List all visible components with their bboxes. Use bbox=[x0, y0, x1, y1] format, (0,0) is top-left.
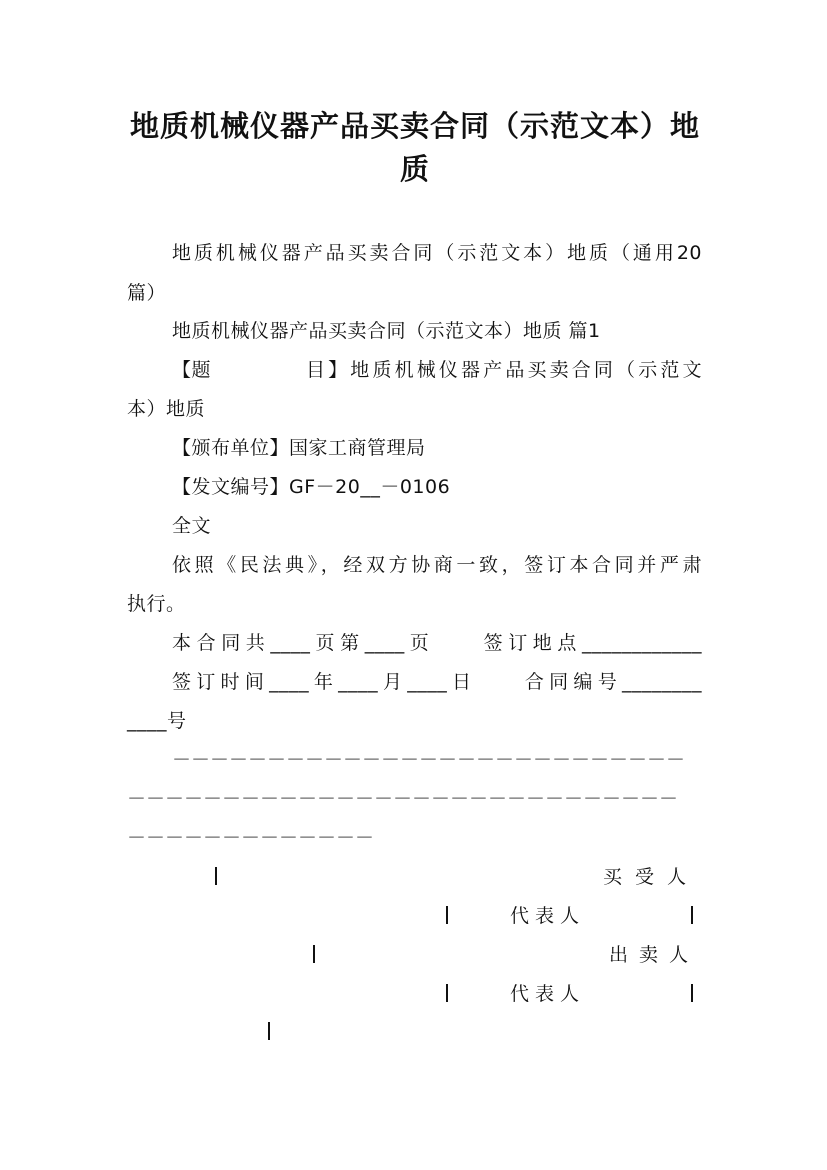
contract-number-tail: ____号 bbox=[127, 710, 187, 732]
table-border-mark bbox=[215, 867, 217, 885]
table-border-mark bbox=[691, 984, 693, 1002]
table-border-mark bbox=[446, 984, 448, 1002]
table-border-mark bbox=[313, 945, 315, 963]
buyer-label: 买受人 bbox=[603, 866, 700, 888]
preamble-line-1: 依照《民法典》，经双方协商一致，签订本合同并严肃 bbox=[172, 554, 702, 576]
document-title-line-2: 质 bbox=[399, 152, 430, 186]
buyer-representative-label: 代表人 bbox=[510, 905, 586, 927]
subject-continuation: 本）地质 bbox=[127, 398, 206, 420]
separator-row-2: －－－－－－－－－－－－－－－－－－－－－－－－－－－－－ bbox=[127, 788, 679, 810]
table-border-mark bbox=[691, 906, 693, 924]
document-number-line: 【发文编号】GF－20__－0106 bbox=[172, 476, 451, 498]
intro-line-1: 地质机械仪器产品买卖合同（示范文本）地质（通用20 bbox=[172, 242, 702, 264]
intro-line-2: 篇） bbox=[127, 282, 167, 304]
separator-row-1: －－－－－－－－－－－－－－－－－－－－－－－－－－－ bbox=[172, 749, 686, 771]
table-border-mark bbox=[446, 906, 448, 924]
separator-row-3: －－－－－－－－－－－－－ bbox=[127, 827, 375, 849]
article-heading: 地质机械仪器产品买卖合同（示范文本）地质 篇1 bbox=[172, 320, 601, 342]
date-and-number-line: 签订时间____年____月____日 合同编号________ bbox=[172, 671, 702, 693]
document-title-line-1: 地质机械仪器产品买卖合同（示范文本）地 bbox=[129, 109, 700, 143]
table-border-mark bbox=[268, 1022, 270, 1040]
fulltext-label: 全文 bbox=[172, 515, 212, 537]
preamble-line-2: 执行。 bbox=[127, 593, 186, 615]
subject-label-right: 目】地质机械仪器产品买卖合同（示范文 bbox=[306, 359, 702, 381]
pages-and-place-line: 本合同共____页第____页 签订地点____________ bbox=[172, 632, 702, 654]
issuer-line: 【颁布单位】国家工商管理局 bbox=[172, 437, 426, 459]
seller-representative-label: 代表人 bbox=[510, 983, 586, 1005]
seller-label: 出卖人 bbox=[609, 944, 700, 966]
subject-label-left: 【题 bbox=[172, 359, 212, 381]
